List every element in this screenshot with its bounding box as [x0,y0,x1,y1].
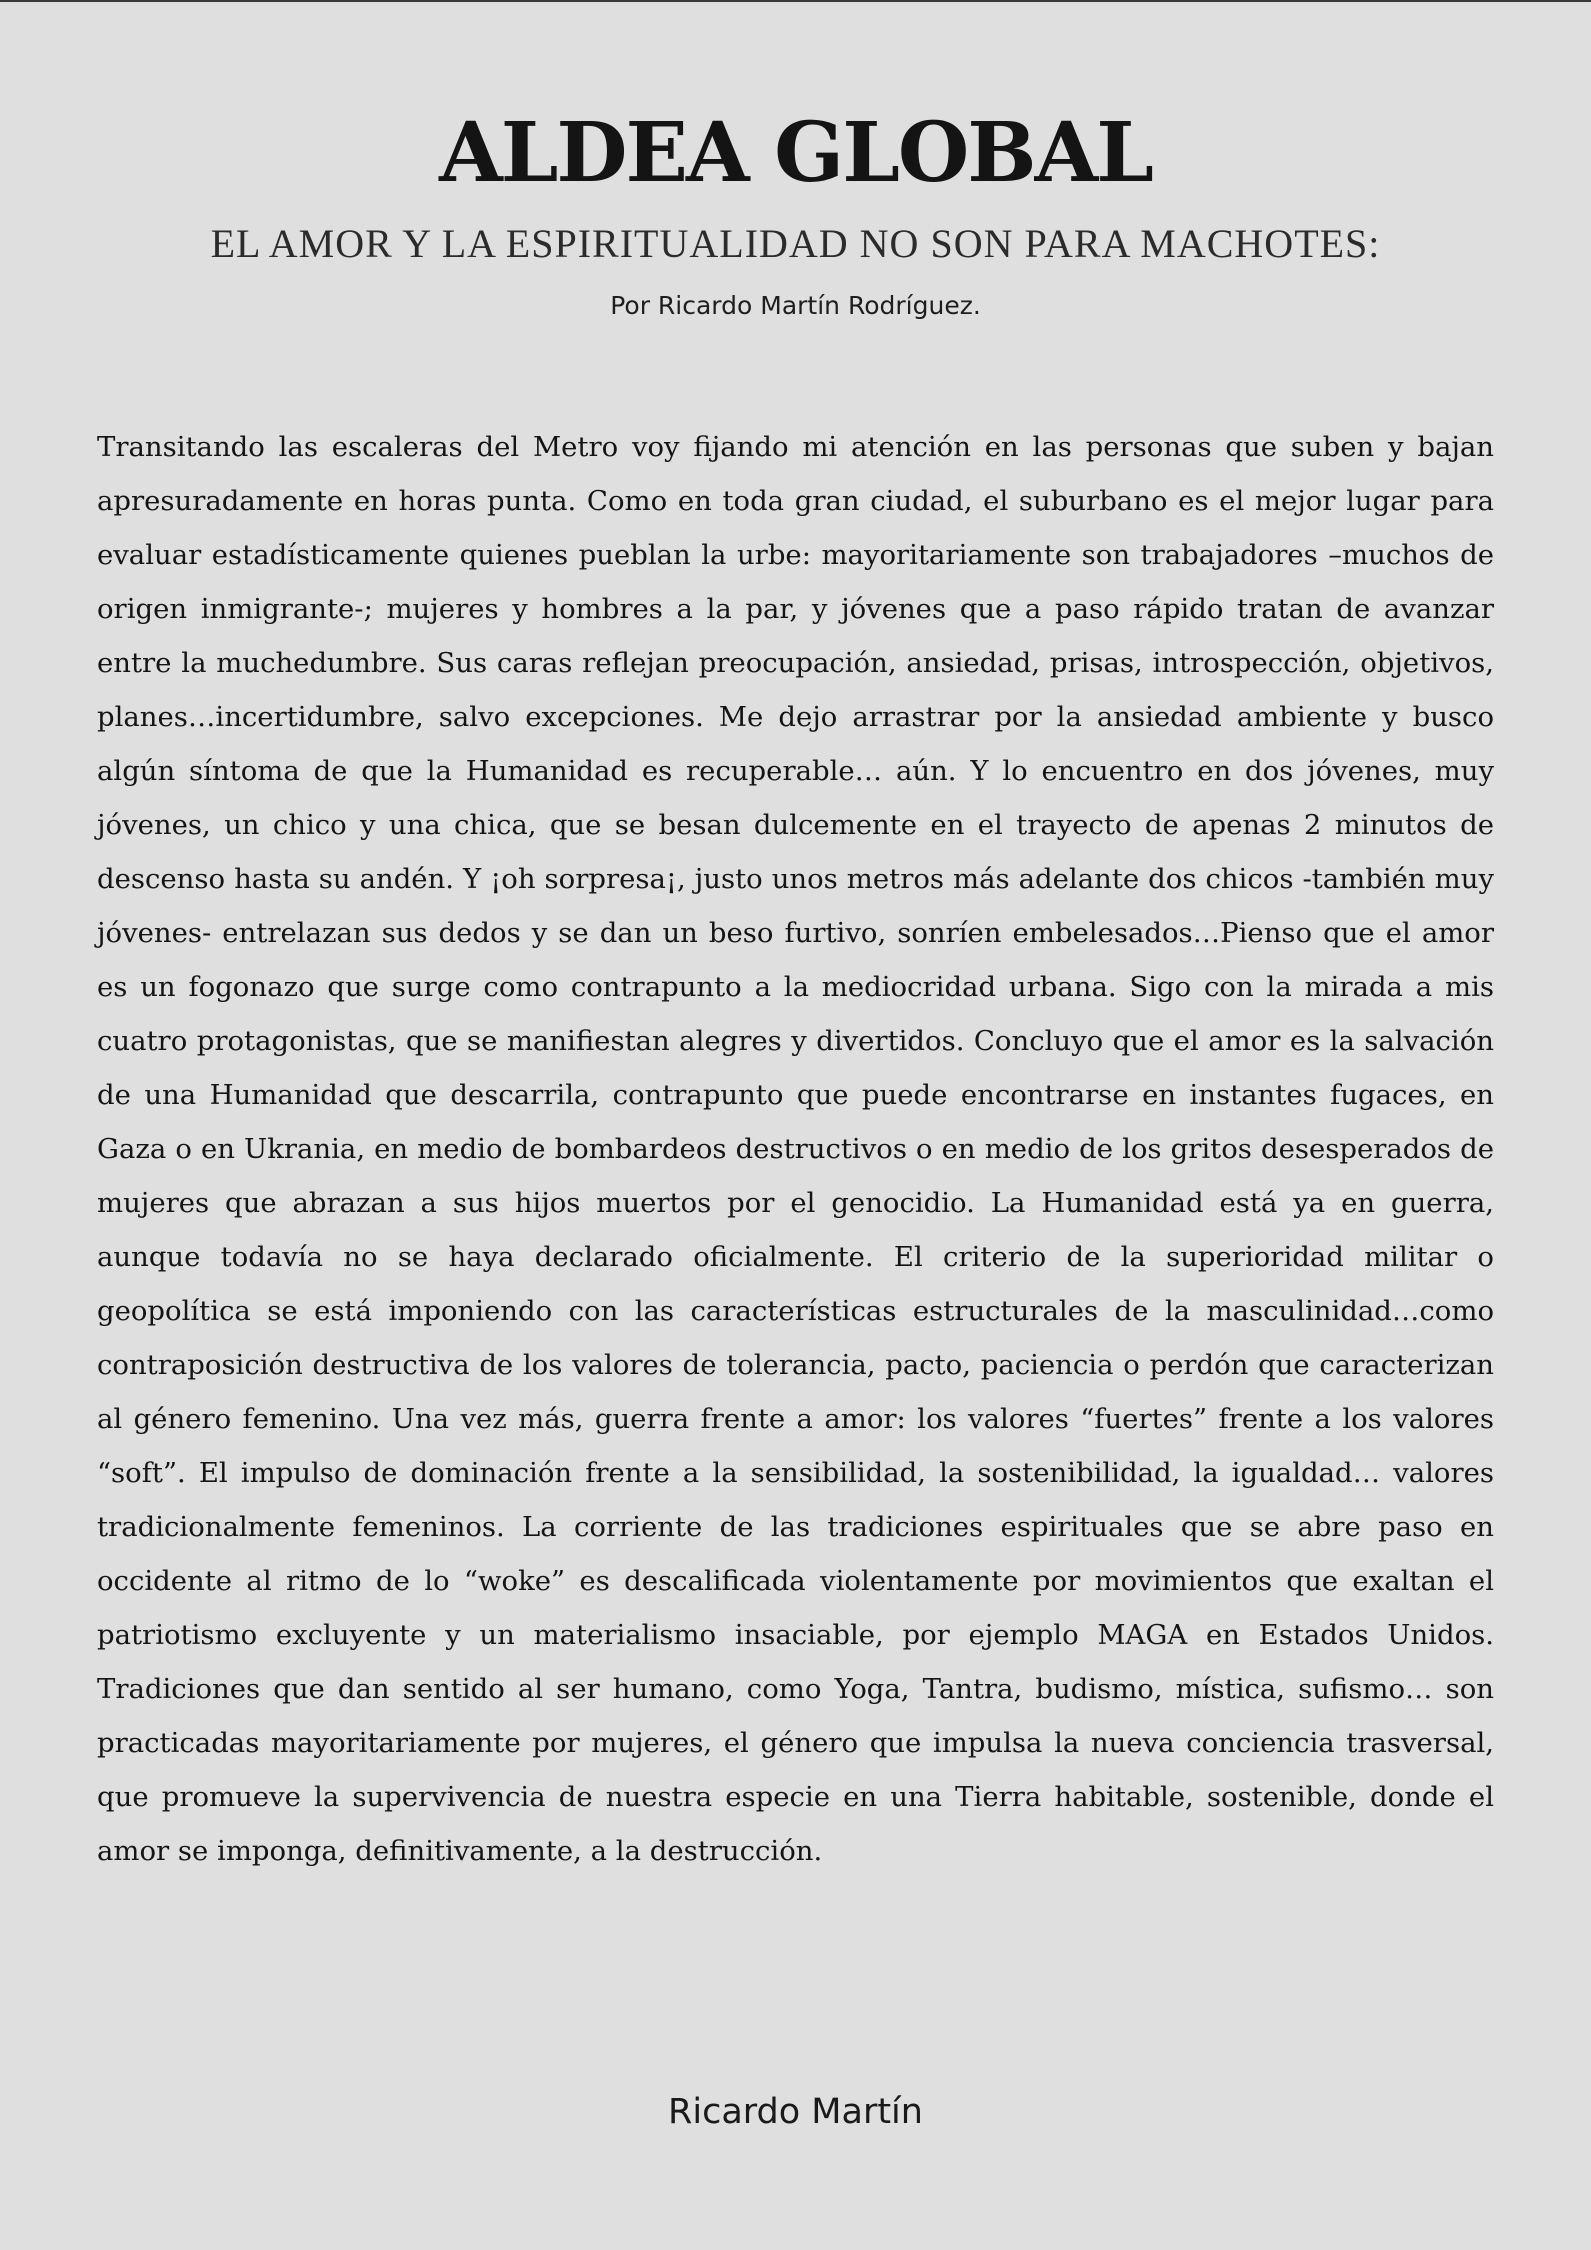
page-header [0,105,1591,323]
top-border-rule [0,0,1591,2]
author-signature: Ricardo Martín [668,2092,923,2132]
author-byline: Por Ricardo Martín Rodríguez. [610,291,981,320]
article-body: Transitando las escaleras del Metro voy fijando mi atención en las personas que suben y bajan apresuradamente en horas punta. Como en toda gran ciudad, el suburbano es el mejor lugar para evaluar estadísticamente quienes pueblan la urbe: mayoritariamente son trabajadores –muchos de origen inmigrante-; mujeres y hombres a la par, y jóvenes que a paso rápido tratan de avanzar entre la muchedumbre. Sus caras reflejan preocupación, ansiedad, prisas, introspección, objetivos, planes…incertidumbre, salvo excepciones. Me dejo arrastrar por la ansiedad ambiente y busco algún síntoma de que la Humanidad es recuperable… aún. Y lo encuentro en dos jóvenes, muy jóvenes, un chico y una chica, que se besan dulcemente en el trayecto de apenas 2 minutos de descenso hasta su andén. Y ¡oh sorpresa¡, justo unos metros más adelante dos chicos -también muy jóvenes- entrelazan sus dedos y se dan un beso furtivo, sonríen embelesados…Pienso que el amor es un fogonazo que surge como contrapunto a la mediocridad urbana. Sigo con la mirada a mis cuatro protagonistas, que se manifiestan alegres y divertidos. Concluyo que el amor es la salvación de una Humanidad que descarrila, contrapunto que puede encontrarse en instantes fugaces, en Gaza o en Ukrania, en medio de bombardeos destructivos o en medio de los gritos desesperados de mujeres que abrazan a sus hijos muertos por el genocidio. La Humanidad está ya en guerra, aunque todavía no se haya declarado oficialmente. El criterio de la superioridad militar o geopolítica se está imponiendo con las características estructurales de la masculinidad…como contraposición destructiva de los valores de tolerancia, pacto, paciencia o perdón que caracterizan al género femenino. Una vez más, guerra frente a amor: los valores “fuertes” frente a los valores “soft”. El impulso de dominación frente a la sensibilidad, la sostenibilidad, la igualdad… valores tradicionalmente femeninos. La corriente de las tradiciones espirituales que se abre paso en occidente al ritmo de lo “woke” es descalificada violentamente por movimientos que exaltan el patriotismo excluyente y un materialismo insaciable, por ejemplo MAGA en Estados Unidos. Tradiciones que dan sentido al ser humano, como Yoga, Tantra, budismo, mística, sufismo… son practicadas mayoritariamente por mujeres, el género que impulsa la nueva conciencia trasversal, que promueve la supervivencia de nuestra especie en una Tierra habitable, sostenible, donde el amor se imponga, definitivamente, a la destrucción. [97,431,1494,1867]
article-subtitle: EL AMOR Y LA ESPIRITUALIDAD NO SON PARA MACHOTES: [210,221,1381,266]
masthead-title: ALDEA GLOBAL [439,105,1152,201]
